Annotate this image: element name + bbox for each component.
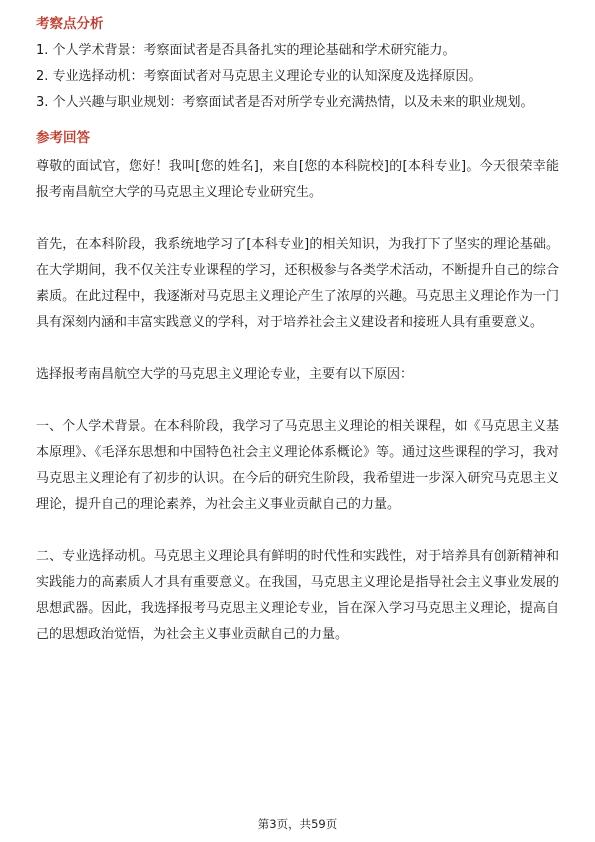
document-page xyxy=(36,14,559,648)
analysis-point: 1. 个人学术背景：考察面试者是否具备扎实的理论基础和学术研究能力。 xyxy=(36,43,456,58)
answer-paragraph: 一、个人学术背景。在本科阶段，我学习了马克思主义理论的相关课程，如《马克思主义基本原理》、《毛泽东思想和中国特色社会主义理论体系概论》等。通过这些课程的学习，我对马克思主义理论有了初步的认识。在今后的研究生阶段，我希望进一步深入研究马克思主义理论，提升自己的理论素养，为社会主义事业贡献自己的力量。 xyxy=(36,419,559,512)
answer-paragraph: 选择报考南昌航空大学的马克思主义理论专业，主要有以下原因： xyxy=(36,367,414,382)
analysis-heading: 考察点分析 xyxy=(36,16,104,32)
analysis-point: 3. 个人兴趣与职业规划：考察面试者是否对所学专业充满热情，以及未来的职业规划。 xyxy=(36,95,534,110)
page-number: 第3页，共59页 xyxy=(257,817,338,831)
answer-heading: 参考回答 xyxy=(36,130,90,146)
analysis-point: 2. 专业选择动机：考察面试者对马克思主义理论专业的认知深度及选择原因。 xyxy=(36,69,482,84)
answer-paragraph: 尊敬的面试官，您好！我叫[您的姓名]，来自[您的本科院校]的[本科专业]。今天很荣幸能报考南昌航空大学的马克思主义理论专业研究生。 xyxy=(36,159,559,200)
answer-paragraph: 首先，在本科阶段，我系统地学习了[本科专业]的相关知识，为我打下了坚实的理论基础。在大学期间，我不仅关注专业课程的学习，还积极参与各类学术活动，不断提升自己的综合素质。在此过程中，我逐渐对马克思主义理论产生了浓厚的兴趣。马克思主义理论作为一门具有深刻内涵和丰富实践意义的学科，对于培养社会主义建设者和接班人具有重要意义。 xyxy=(36,237,559,330)
answer-paragraph: 二、专业选择动机。马克思主义理论具有鲜明的时代性和实践性，对于培养具有创新精神和实践能力的高素质人才具有重要意义。在我国，马克思主义理论是指导社会主义事业发展的思想武器。因此，我选择报考马克思主义理论专业，旨在深入学习马克思主义理论，提高自己的思想政治觉悟，为社会主义事业贡献自己的力量。 xyxy=(36,549,559,642)
